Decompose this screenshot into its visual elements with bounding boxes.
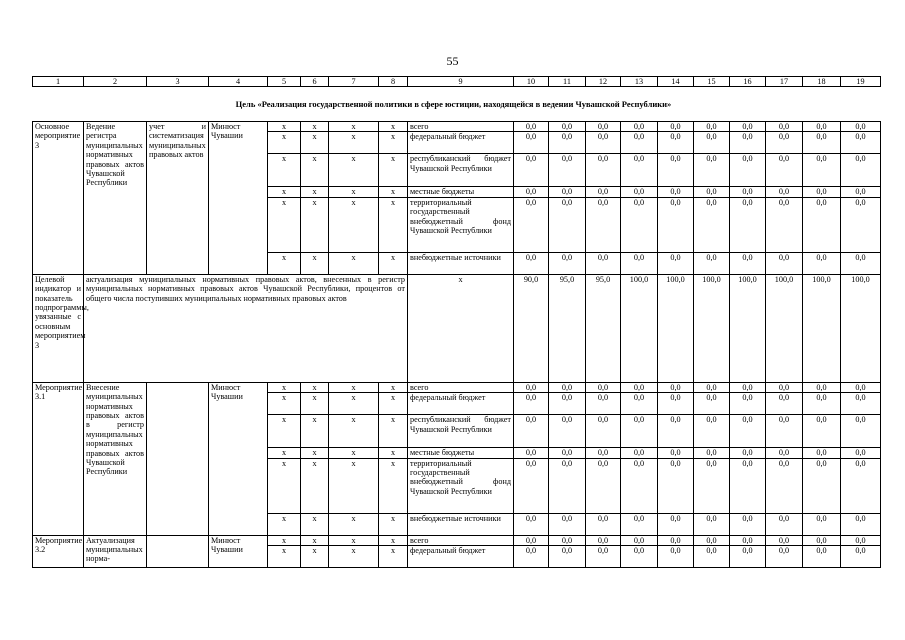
code-cell: x — [329, 513, 379, 535]
value-cell: 0,0 — [514, 197, 549, 252]
code-cell: x — [329, 187, 379, 197]
column-number-cell: 15 — [694, 77, 730, 87]
value-cell: 0,0 — [621, 448, 658, 458]
value-cell: 0,0 — [658, 154, 694, 187]
value-cell: 0,0 — [514, 546, 549, 568]
funding-source-cell: местные бюджеты — [408, 187, 514, 197]
code-cell: x — [268, 154, 301, 187]
value-cell: 0,0 — [766, 187, 803, 197]
column-number-cell: 19 — [841, 77, 881, 87]
value-cell: 0,0 — [803, 513, 841, 535]
funding-source-cell: территориальный государственный внебюджетный фонд Чувашской Республики — [408, 197, 514, 252]
code-cell: x — [408, 274, 514, 382]
value-cell: 0,0 — [621, 382, 658, 392]
value-cell: 0,0 — [766, 458, 803, 513]
code-cell: x — [379, 513, 408, 535]
value-cell: 0,0 — [549, 513, 586, 535]
value-cell: 0,0 — [803, 122, 841, 132]
value-cell: 0,0 — [694, 382, 730, 392]
funding-source-cell: местные бюджеты — [408, 448, 514, 458]
code-cell: x — [379, 415, 408, 448]
column-number-row — [33, 77, 881, 87]
value-cell: 0,0 — [549, 448, 586, 458]
code-cell: x — [329, 448, 379, 458]
code-cell: x — [301, 458, 329, 513]
code-cell: x — [329, 535, 379, 545]
value-cell: 0,0 — [694, 154, 730, 187]
value-cell: 0,0 — [586, 458, 621, 513]
code-cell: x — [329, 252, 379, 274]
indicator-value-cell: 100,0 — [730, 274, 766, 382]
code-cell: x — [301, 197, 329, 252]
value-cell: 0,0 — [621, 154, 658, 187]
value-cell: 0,0 — [549, 154, 586, 187]
code-cell: x — [301, 382, 329, 392]
value-cell: 0,0 — [730, 458, 766, 513]
column-number-cell: 7 — [329, 77, 379, 87]
indicator-value-cell: 100,0 — [694, 274, 730, 382]
code-cell: x — [301, 448, 329, 458]
code-cell: x — [301, 513, 329, 535]
code-cell: x — [379, 546, 408, 568]
value-cell: 0,0 — [549, 458, 586, 513]
indicator-value-cell: 100,0 — [658, 274, 694, 382]
measure-description-cell: Актуализация муниципальных норма- — [84, 535, 147, 567]
value-cell: 0,0 — [549, 393, 586, 415]
measure-result-cell: учет и систематизация муниципальных правовых актов — [147, 122, 209, 275]
value-cell: 0,0 — [694, 122, 730, 132]
value-cell: 0,0 — [694, 187, 730, 197]
funding-source-cell: республиканский бюджет Чувашской Республики — [408, 415, 514, 448]
value-cell: 0,0 — [766, 448, 803, 458]
code-cell: x — [379, 187, 408, 197]
value-cell: 0,0 — [549, 187, 586, 197]
code-cell: x — [268, 197, 301, 252]
code-cell: x — [268, 546, 301, 568]
value-cell: 0,0 — [730, 382, 766, 392]
value-cell: 0,0 — [841, 154, 881, 187]
value-cell: 0,0 — [803, 546, 841, 568]
measure-description-cell: Внесение муниципальных нормативных правовых актов в регистр муниципальных нормативных правовых актов Чувашской Республики — [84, 382, 147, 535]
value-cell: 0,0 — [586, 252, 621, 274]
value-cell: 0,0 — [549, 197, 586, 252]
value-cell: 0,0 — [766, 415, 803, 448]
measure-result-cell — [147, 535, 209, 567]
value-cell: 0,0 — [766, 535, 803, 545]
value-cell: 0,0 — [803, 535, 841, 545]
value-cell: 0,0 — [841, 535, 881, 545]
value-cell: 0,0 — [730, 535, 766, 545]
value-cell: 0,0 — [694, 546, 730, 568]
value-cell: 0,0 — [658, 513, 694, 535]
value-cell: 0,0 — [694, 513, 730, 535]
indicator-value-cell: 100,0 — [803, 274, 841, 382]
indicator-value-cell: 95,0 — [549, 274, 586, 382]
value-cell: 0,0 — [766, 122, 803, 132]
code-cell: x — [268, 415, 301, 448]
column-number-cell: 14 — [658, 77, 694, 87]
column-number-cell: 12 — [586, 77, 621, 87]
program-table — [32, 121, 881, 568]
value-cell: 0,0 — [658, 535, 694, 545]
value-cell: 0,0 — [549, 382, 586, 392]
value-cell: 0,0 — [841, 187, 881, 197]
indicator-value-cell: 95,0 — [586, 274, 621, 382]
code-cell: x — [268, 132, 301, 154]
funding-source-cell: республиканский бюджет Чувашской Республики — [408, 154, 514, 187]
column-number-cell: 16 — [730, 77, 766, 87]
value-cell: 0,0 — [514, 393, 549, 415]
executor-cell: Минюст Чувашии — [209, 535, 268, 567]
value-cell: 0,0 — [730, 132, 766, 154]
value-cell: 0,0 — [586, 187, 621, 197]
value-cell: 0,0 — [621, 122, 658, 132]
value-cell: 0,0 — [514, 154, 549, 187]
column-number-cell: 17 — [766, 77, 803, 87]
code-cell: x — [268, 535, 301, 545]
code-cell: x — [379, 122, 408, 132]
value-cell: 0,0 — [694, 393, 730, 415]
indicator-value-cell: 100,0 — [841, 274, 881, 382]
code-cell: x — [301, 393, 329, 415]
value-cell: 0,0 — [841, 382, 881, 392]
column-number-cell: 8 — [379, 77, 408, 87]
value-cell: 0,0 — [766, 546, 803, 568]
code-cell: x — [268, 382, 301, 392]
indicator-value-cell: 100,0 — [621, 274, 658, 382]
code-cell: x — [301, 415, 329, 448]
code-cell: x — [329, 546, 379, 568]
value-cell: 0,0 — [766, 382, 803, 392]
value-cell: 0,0 — [621, 187, 658, 197]
value-cell: 0,0 — [803, 415, 841, 448]
code-cell: x — [268, 513, 301, 535]
value-cell: 0,0 — [586, 546, 621, 568]
column-number-cell: 18 — [803, 77, 841, 87]
funding-source-cell: всего — [408, 122, 514, 132]
value-cell: 0,0 — [841, 448, 881, 458]
code-cell: x — [379, 154, 408, 187]
code-cell: x — [301, 122, 329, 132]
value-cell: 0,0 — [803, 154, 841, 187]
value-cell: 0,0 — [586, 513, 621, 535]
value-cell: 0,0 — [694, 415, 730, 448]
column-number-cell: 10 — [514, 77, 549, 87]
column-number-cell: 1 — [33, 77, 84, 87]
measure-result-cell — [147, 382, 209, 535]
funding-source-cell: территориальный государственный внебюджетный фонд Чувашской Республики — [408, 458, 514, 513]
table-row — [33, 535, 881, 545]
code-cell: x — [379, 132, 408, 154]
value-cell: 0,0 — [766, 393, 803, 415]
value-cell: 0,0 — [621, 393, 658, 415]
value-cell: 0,0 — [730, 252, 766, 274]
value-cell: 0,0 — [514, 252, 549, 274]
value-cell: 0,0 — [694, 252, 730, 274]
value-cell: 0,0 — [803, 252, 841, 274]
value-cell: 0,0 — [658, 382, 694, 392]
code-cell: x — [268, 252, 301, 274]
value-cell: 0,0 — [514, 458, 549, 513]
code-cell: x — [268, 122, 301, 132]
code-cell: x — [379, 393, 408, 415]
value-cell: 0,0 — [803, 382, 841, 392]
value-cell: 0,0 — [586, 415, 621, 448]
value-cell: 0,0 — [730, 393, 766, 415]
code-cell: x — [329, 415, 379, 448]
value-cell: 0,0 — [658, 187, 694, 197]
value-cell: 0,0 — [694, 448, 730, 458]
value-cell: 0,0 — [514, 448, 549, 458]
value-cell: 0,0 — [803, 187, 841, 197]
code-cell: x — [329, 154, 379, 187]
value-cell: 0,0 — [658, 122, 694, 132]
value-cell: 0,0 — [621, 458, 658, 513]
code-cell: x — [329, 393, 379, 415]
code-cell: x — [329, 458, 379, 513]
value-cell: 0,0 — [586, 154, 621, 187]
funding-source-cell: федеральный бюджет — [408, 546, 514, 568]
value-cell: 0,0 — [549, 132, 586, 154]
value-cell: 0,0 — [730, 513, 766, 535]
value-cell: 0,0 — [658, 132, 694, 154]
code-cell: x — [379, 458, 408, 513]
value-cell: 0,0 — [730, 154, 766, 187]
value-cell: 0,0 — [514, 535, 549, 545]
value-cell: 0,0 — [621, 513, 658, 535]
code-cell: x — [379, 382, 408, 392]
value-cell: 0,0 — [766, 132, 803, 154]
code-cell: x — [268, 187, 301, 197]
value-cell: 0,0 — [766, 513, 803, 535]
value-cell: 0,0 — [658, 448, 694, 458]
column-number-cell: 2 — [84, 77, 147, 87]
page-number: 55 — [446, 54, 459, 68]
value-cell: 0,0 — [803, 393, 841, 415]
value-cell: 0,0 — [658, 393, 694, 415]
measure-name-cell: Основное мероприятие 3 — [33, 122, 84, 275]
value-cell: 0,0 — [841, 415, 881, 448]
value-cell: 0,0 — [730, 197, 766, 252]
code-cell: x — [379, 448, 408, 458]
value-cell: 0,0 — [841, 393, 881, 415]
value-cell: 0,0 — [549, 415, 586, 448]
indicator-text-cell: актуализация муниципальных нормативных правовых актов, внесенных в регистр муниципальных нормативных правовых актов Чувашской Республики, процентов от общего числа поступивших муниципальных нормативных правовых актов — [84, 274, 408, 382]
funding-source-cell: внебюджетные источники — [408, 252, 514, 274]
value-cell: 0,0 — [514, 415, 549, 448]
funding-source-cell: всего — [408, 535, 514, 545]
code-cell: x — [329, 132, 379, 154]
code-cell: x — [329, 382, 379, 392]
value-cell: 0,0 — [841, 546, 881, 568]
value-cell: 0,0 — [766, 197, 803, 252]
executor-cell: Минюст Чувашии — [209, 122, 268, 275]
code-cell: x — [379, 252, 408, 274]
value-cell: 0,0 — [586, 448, 621, 458]
indicator-row — [33, 274, 881, 382]
table-row — [33, 122, 881, 132]
value-cell: 0,0 — [803, 197, 841, 252]
code-cell: x — [301, 546, 329, 568]
value-cell: 0,0 — [803, 458, 841, 513]
value-cell: 0,0 — [586, 535, 621, 545]
funding-source-cell: внебюджетные источники — [408, 513, 514, 535]
value-cell: 0,0 — [621, 252, 658, 274]
value-cell: 0,0 — [803, 448, 841, 458]
measure-description-cell: Ведение регистра муниципальных нормативных правовых актов Чувашской Республики — [84, 122, 147, 275]
column-number-cell: 11 — [549, 77, 586, 87]
column-number-cell: 9 — [408, 77, 514, 87]
code-cell: x — [329, 122, 379, 132]
value-cell: 0,0 — [730, 546, 766, 568]
value-cell: 0,0 — [766, 252, 803, 274]
code-cell: x — [301, 154, 329, 187]
value-cell: 0,0 — [658, 458, 694, 513]
column-number-cell: 4 — [209, 77, 268, 87]
column-number-cell: 13 — [621, 77, 658, 87]
column-number-header — [32, 76, 881, 87]
value-cell: 0,0 — [586, 382, 621, 392]
value-cell: 0,0 — [621, 415, 658, 448]
value-cell: 0,0 — [549, 122, 586, 132]
funding-source-cell: федеральный бюджет — [408, 393, 514, 415]
value-cell: 0,0 — [621, 197, 658, 252]
column-number-cell: 6 — [301, 77, 329, 87]
value-cell: 0,0 — [514, 513, 549, 535]
value-cell: 0,0 — [730, 122, 766, 132]
table-row — [33, 382, 881, 392]
value-cell: 0,0 — [586, 122, 621, 132]
value-cell: 0,0 — [514, 382, 549, 392]
column-number-cell: 5 — [268, 77, 301, 87]
funding-source-cell: федеральный бюджет — [408, 132, 514, 154]
code-cell: x — [268, 393, 301, 415]
value-cell: 0,0 — [658, 546, 694, 568]
code-cell: x — [268, 448, 301, 458]
value-cell: 0,0 — [730, 187, 766, 197]
value-cell: 0,0 — [841, 197, 881, 252]
value-cell: 0,0 — [621, 535, 658, 545]
executor-cell: Минюст Чувашии — [209, 382, 268, 535]
code-cell: x — [301, 132, 329, 154]
code-cell: x — [301, 252, 329, 274]
column-number-cell: 3 — [147, 77, 209, 87]
value-cell: 0,0 — [730, 415, 766, 448]
value-cell: 0,0 — [549, 546, 586, 568]
value-cell: 0,0 — [586, 132, 621, 154]
value-cell: 0,0 — [621, 546, 658, 568]
value-cell: 0,0 — [658, 252, 694, 274]
value-cell: 0,0 — [803, 132, 841, 154]
value-cell: 0,0 — [694, 535, 730, 545]
value-cell: 0,0 — [549, 535, 586, 545]
value-cell: 0,0 — [694, 197, 730, 252]
value-cell: 0,0 — [658, 197, 694, 252]
value-cell: 0,0 — [694, 458, 730, 513]
code-cell: x — [301, 187, 329, 197]
value-cell: 0,0 — [586, 197, 621, 252]
indicator-value-cell: 100,0 — [766, 274, 803, 382]
indicator-value-cell: 90,0 — [514, 274, 549, 382]
code-cell: x — [329, 197, 379, 252]
measure-name-cell: Мероприятие 3.2 — [33, 535, 84, 567]
code-cell: x — [301, 535, 329, 545]
value-cell: 0,0 — [694, 132, 730, 154]
value-cell: 0,0 — [841, 122, 881, 132]
value-cell: 0,0 — [549, 252, 586, 274]
measure-name-cell: Мероприятие 3.1 — [33, 382, 84, 535]
value-cell: 0,0 — [514, 132, 549, 154]
value-cell: 0,0 — [514, 122, 549, 132]
value-cell: 0,0 — [586, 393, 621, 415]
code-cell: x — [379, 535, 408, 545]
funding-source-cell: всего — [408, 382, 514, 392]
value-cell: 0,0 — [730, 448, 766, 458]
value-cell: 0,0 — [766, 154, 803, 187]
value-cell: 0,0 — [841, 252, 881, 274]
value-cell: 0,0 — [621, 132, 658, 154]
value-cell: 0,0 — [841, 513, 881, 535]
goal-heading: Цель «Реализация государственной политики в сфере юстиции, находящейся в ведении Чувашской Республики» — [235, 99, 672, 109]
value-cell: 0,0 — [658, 415, 694, 448]
code-cell: x — [268, 458, 301, 513]
value-cell: 0,0 — [841, 132, 881, 154]
code-cell: x — [379, 197, 408, 252]
value-cell: 0,0 — [841, 458, 881, 513]
indicator-name-cell: Целевой индикатор и показатель подпрограммы, увязанные с основным мероприятием 3 — [33, 274, 84, 382]
value-cell: 0,0 — [514, 187, 549, 197]
